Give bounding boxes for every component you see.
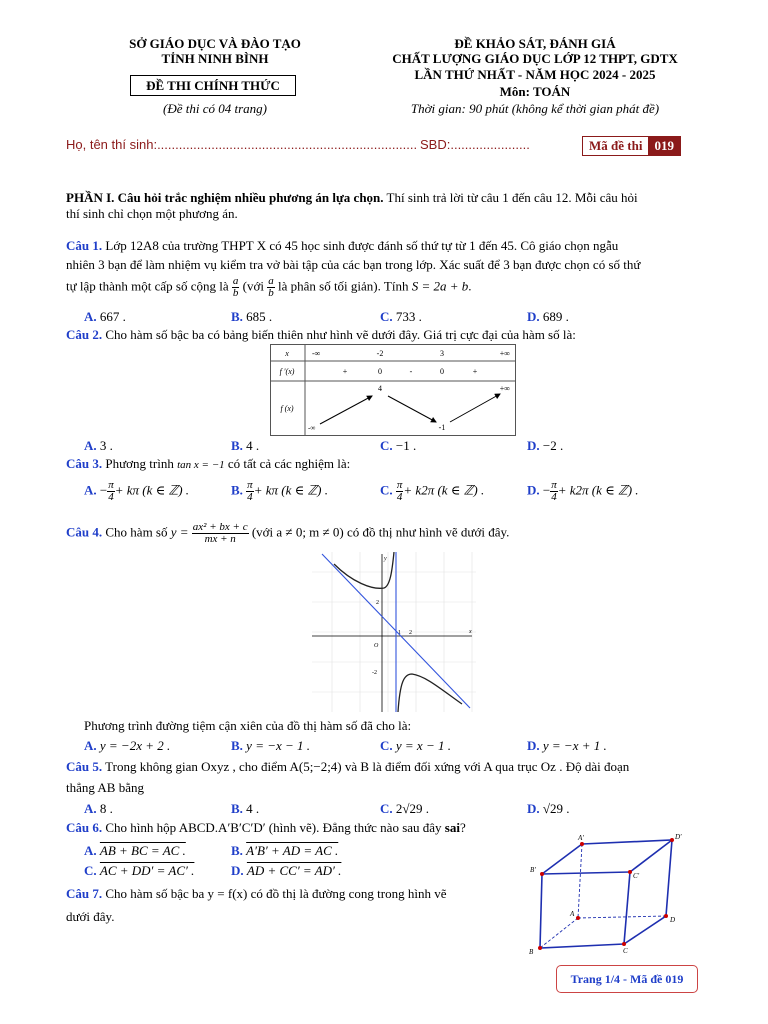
vertex-a: A [570, 910, 575, 918]
vt-d-label: f ′(x) [279, 367, 295, 376]
vertex-d1: D′ [675, 833, 682, 841]
q5-option-b[interactable]: B. 4 . [231, 801, 260, 816]
parallelepiped-figure [524, 830, 694, 960]
q2-option-c[interactable]: C. −1 . [380, 438, 417, 453]
vt-f-1: 4 [378, 384, 382, 393]
q4-option-a[interactable]: A. y = −2x + 2 . [84, 738, 171, 753]
candidate-name-field[interactable] [66, 137, 417, 152]
exam-code-value: 019 [648, 137, 680, 155]
dept-name: SỞ GIÁO DỤC VÀ ĐÀO TẠO [129, 36, 301, 51]
sbd-label: SBD: [420, 137, 451, 152]
q1-line2: nhiên 3 bạn để làm nhiệm vụ kiểm tra vở bài tập của các bạn trong lớp. Xác suất để 3 bạn được chọn có số thứ [66, 257, 641, 272]
q6-option-b[interactable]: B. A′B′ + AD = AC . [231, 843, 339, 858]
vt-sign-1: 0 [378, 367, 382, 376]
exam-subject: Môn: TOÁN [499, 84, 571, 99]
q1-option-b[interactable]: B. 685 . [231, 309, 273, 324]
vt-x-2: 3 [440, 349, 444, 358]
vertex-b: B [529, 948, 534, 956]
q4-option-b[interactable]: B. y = −x − 1 . [231, 738, 311, 753]
vt-x-0: -∞ [312, 349, 321, 358]
exam-title: ĐỀ KHẢO SÁT, ĐÁNH GIÁ [454, 36, 616, 51]
q4-graph [312, 552, 476, 712]
q6-text: Câu 6. Cho hình hộp ABCD.A′B′C′D′ (hình vẽ). Đẳng thức nào sau đây sai? [66, 820, 466, 835]
exam-round: LẦN THỨ NHẤT - NĂM HỌC 2024 - 2025 [414, 67, 656, 82]
exam-code-label: Mã đề thi [589, 138, 643, 153]
candidate-name-label: Họ, tên thí sinh: [66, 137, 158, 152]
vertex-c1: C′ [633, 872, 640, 880]
vt-sign-3: 0 [440, 367, 444, 376]
q7-line1: Câu 7. Cho hàm số bậc ba y = f(x) có đồ thị là đường cong trong hình vẽ [66, 886, 447, 901]
q1-option-a[interactable]: A. 667 . [84, 309, 126, 324]
part1-heading: PHẦN I. Câu hỏi trắc nghiệm nhiều phương án lựa chọn. Thí sinh trả lời từ câu 1 đến câu 12. Mỗi câu hỏi [66, 190, 638, 205]
official-exam-badge: ĐỀ THI CHÍNH THỨC [130, 75, 296, 96]
q4-option-c[interactable]: C. y = x − 1 . [380, 738, 451, 753]
exam-subtitle: CHẤT LƯỢNG GIÁO DỤC LỚP 12 THPT, GDTX [392, 51, 678, 66]
q2-text: Câu 2. Cho hàm số bậc ba có bảng biến thiên như hình vẽ dưới đây. Giá trị cực đại của hàm số là: [66, 327, 576, 342]
sbd-field[interactable] [420, 137, 530, 152]
origin-label: O [374, 643, 379, 649]
curve-right-branch [398, 674, 462, 712]
tick-x-2: 2 [409, 630, 412, 636]
exam-duration: Thời gian: 90 phút (không kể thời gian phát đề) [410, 101, 660, 116]
vt-f-label: f (x) [280, 404, 294, 413]
q1-option-c[interactable]: C. 733 . [380, 309, 422, 324]
candidate-name-dots: ........................................................................ [157, 137, 418, 152]
q4-option-d[interactable]: D. y = −x + 1 . [527, 738, 607, 753]
vertex-b1: B′ [530, 866, 536, 874]
vertex-c: C [623, 947, 628, 955]
q2-option-d[interactable]: D. −2 . [527, 438, 564, 453]
q5-line1: Câu 5. Trong không gian Oxyz , cho điểm A(5;−2;4) và B là điểm đối xứng với A qua trục Oz . Độ dài đoạn [66, 759, 630, 774]
tick-y-2: 2 [376, 600, 379, 606]
q3-option-c[interactable]: C. $\frac{\pi}{4}$ + k2π (k ∈ ℤ) . [380, 479, 485, 503]
q6-option-c[interactable]: C. AC + DD′ = AC′ . [84, 863, 195, 878]
q1-line1: Câu 1. Lớp 12A8 của trường THPT X có 45 học sinh được đánh số thứ tự từ 1 đến 45. Cô giáo chọn ngẫu [66, 238, 619, 253]
q6-option-d[interactable]: D. AD + CC′ = AD′ . [231, 863, 342, 878]
vt-arrow-down [388, 396, 436, 422]
page-footer-badge: Trang 1/4 - Mã đề 019 [556, 965, 698, 993]
vt-sign-0: + [342, 367, 348, 376]
vertex-a1: A′ [578, 834, 584, 842]
vt-f-3: +∞ [499, 384, 510, 393]
tick-y-neg2: -2 [372, 670, 377, 676]
q6-option-a[interactable]: A. AB + BC = AC . [84, 843, 186, 858]
vt-x-label: x [285, 349, 289, 358]
sbd-dots: ...................... [450, 137, 530, 152]
q3-option-d[interactable]: D. − $\frac{\pi}{4}$ + k2π (k ∈ ℤ) . [527, 479, 639, 503]
q3-text: Câu 3. Phương trình tan x = −1 có tất cả các nghiệm là: [66, 456, 351, 471]
q4-question: Phương trình đường tiệm cận xiên của đồ thị hàm số đã cho là: [84, 718, 412, 733]
q4-text: Câu 4. Cho hàm số y = $\frac{\text{ax² + bx + c}}{mx + n}$ (với a ≠ 0; m ≠ 0) có đồ thị như hình vẽ dưới đây. [66, 521, 510, 545]
tick-x-1: 1 [398, 630, 401, 636]
q5-option-d[interactable]: D. √29 . [527, 801, 570, 816]
part1-instruction: thí sinh chỉ chọn một phương án. [66, 206, 238, 221]
q7-line2: dưới đây. [66, 909, 115, 924]
q1-line3: tự lập thành một cấp số cộng là $\frac{a}{b}$ (với $\frac{a}{b}$ là phân số tối giản). Tính S = 2a + b. [66, 275, 472, 299]
vt-f-0: -∞ [308, 424, 316, 432]
q3-option-b[interactable]: B. $\frac{\pi}{4}$ + kπ (k ∈ ℤ) . [231, 479, 328, 503]
vt-sign-4: + [472, 367, 478, 376]
vt-sign-2: - [409, 367, 413, 376]
vt-x-1: -2 [376, 349, 384, 358]
q5-option-a[interactable]: A. 8 . [84, 801, 113, 816]
q5-option-c[interactable]: C. 2√29 . [380, 801, 430, 816]
q5-line2: thẳng AB bằng [66, 780, 144, 795]
vertex-d: D [670, 916, 676, 924]
vt-x-3: +∞ [499, 349, 510, 358]
variation-table [270, 344, 516, 436]
y-axis-label: y [384, 556, 387, 562]
q2-option-b[interactable]: B. 4 . [231, 438, 260, 453]
x-axis-label: x [469, 629, 472, 635]
vt-f-2: -1 [438, 423, 446, 432]
page-count-note: (Đề thi có 04 trang) [163, 101, 267, 116]
exam-code-box [582, 136, 681, 156]
province-name: TỈNH NINH BÌNH [161, 51, 269, 66]
q2-option-a[interactable]: A. 3 . [84, 438, 113, 453]
q3-option-a[interactable]: A. − $\frac{\pi}{4}$ + kπ (k ∈ ℤ) . [84, 479, 190, 503]
vt-arrow-up-2 [450, 394, 500, 422]
vt-arrow-up-1 [320, 396, 372, 424]
q1-option-d[interactable]: D. 689 . [527, 309, 569, 324]
